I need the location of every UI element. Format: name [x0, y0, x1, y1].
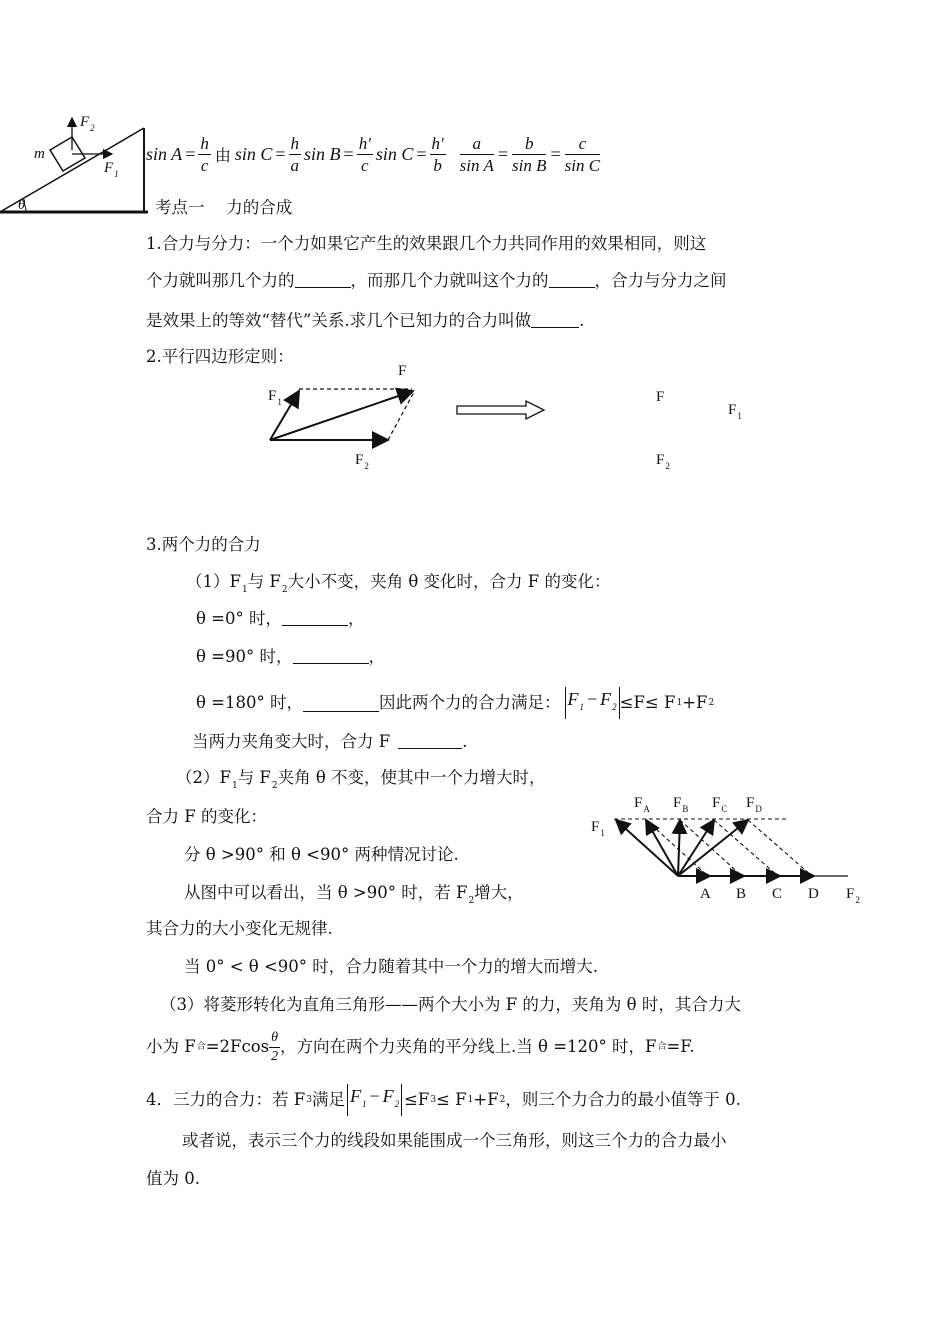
p3-s2g: 其合力的大小变化无规律. — [146, 919, 333, 938]
equals-sign: = — [343, 143, 354, 164]
answer-blank — [303, 695, 379, 712]
fraction: $\frac{b}{\text{sin B}}$ — [511, 133, 547, 175]
fan-b-label: B — [736, 886, 747, 902]
right-f1-label: $F_1$ — [728, 402, 742, 421]
p3-s2: $(2)F_1$与 $F_2$夹角 θ 不变，使其中一个力增大时， — [176, 768, 546, 791]
fraction: $\frac{h'}{b}$ — [431, 133, 444, 175]
fan-c-label: C — [772, 886, 783, 902]
fraction: $\frac{\theta}{2}$ — [271, 1029, 279, 1064]
fan-fb-label: $F_B$ — [673, 795, 689, 814]
p3-s2h: 当 0° < θ <90° 时，合力随着其中一个力的增大而增大. — [184, 957, 599, 976]
fan-fd-label: $F_D$ — [746, 795, 762, 814]
para-f1-label: $F_1$ — [268, 388, 282, 407]
p4-line3: 值为 0. — [146, 1169, 200, 1188]
sine-term: sin B — [304, 143, 341, 164]
p3-theta180: θ =180° 时， 因此两个力的合力满足： $F_1 - F_2$ ≤F≤ F 1 +F 2 — [196, 687, 714, 719]
answer-blank — [398, 732, 462, 749]
sine-law-formula — [146, 130, 600, 178]
p3-s2e: 分 θ >90° 和 θ <90° 两种情况讨论. — [184, 845, 459, 864]
p4-line1: 4．三力的合力：若 F 3 满足 $F_1 - F_2$ ≤F 3 ≤ F 1 +F 2 ，则三个力合力的最小值等于 0. — [146, 1084, 741, 1116]
fraction: $\frac{c}{\text{sin C}}$ — [564, 133, 601, 175]
fan-fc-label: $F_C$ — [712, 795, 728, 814]
fraction: $\frac{h}{c}$ — [200, 133, 209, 175]
incline-theta-label: θ — [18, 197, 26, 213]
p3-heading: 3.两个力的合力 — [146, 535, 261, 554]
fan-force-diagram — [600, 800, 870, 910]
equals-sign: = — [416, 143, 427, 164]
fan-f1-label: $F_1$ — [591, 819, 605, 838]
answer-blank — [295, 271, 351, 288]
p3-theta0: θ =0° 时， ， — [196, 609, 365, 628]
p3-s1: $(1)F_1$与 $F_2$大小不变，夹角 θ 变化时，合力 F 的变化： — [186, 572, 611, 595]
answer-blank — [293, 647, 369, 664]
connector-text: 由 — [214, 145, 231, 165]
p4-line2: 或者说，表示三个力的线段如果能围成一个三角形，则这三个力的合力最小 — [182, 1131, 727, 1150]
p3-larger-angle: 当两力夹角变大时，合力 F . — [192, 732, 468, 751]
p3-s3a: （3）将菱形转化为直角三角形——两个大小为 F 的力，夹角为 θ 时，其合力大 — [160, 995, 741, 1014]
answer-blank — [549, 271, 595, 288]
fan-d-label: D — [808, 886, 819, 902]
fan-fa-label: $F_A$ — [634, 795, 650, 814]
para-f-label: F — [398, 363, 407, 379]
fan-a-label: A — [700, 886, 711, 902]
p3-theta90: θ =90° 时， ， — [196, 647, 385, 666]
incline-diagram — [0, 0, 160, 220]
fraction: $\frac{h'}{c}$ — [358, 133, 371, 175]
incline-mass-label: m — [34, 146, 45, 162]
p2-heading: 2.平行四边形定则： — [146, 347, 294, 366]
sine-term: sin C — [375, 143, 414, 164]
p1-line2: 个力就叫那几个力的 ，而那几个力就叫这个力的 ，合力与分力之间 — [146, 271, 727, 290]
equals-sign: = — [275, 143, 286, 164]
parallelogram-diagram — [260, 370, 560, 470]
section-title: 考点一 力的合成 — [155, 198, 293, 217]
right-f2-label: $F_2$ — [656, 452, 670, 471]
equals-sign: = — [185, 143, 196, 164]
abs-diff-expression: $F_1 - F_2$ — [347, 1084, 402, 1116]
p1-line3: 是效果上的等效“替代”关系.求几个已知力的合力叫做 . — [146, 311, 585, 330]
fraction: $\frac{h}{a}$ — [290, 133, 300, 175]
p3-s3b: 小为 F 合 =2Fcos $\frac{\theta}{2}$ ，方向在两个力夹角的平分线上.当 θ =120° 时，F 合 =F. — [146, 1029, 695, 1064]
sine-term: sin C — [234, 143, 273, 164]
incline-f1-label: $F_1$ — [104, 160, 119, 179]
equals-sign: = — [550, 143, 561, 164]
right-f-label: F — [656, 389, 665, 405]
p3-s2f: 从图中可以看出，当 θ >90° 时，若 $F_2$增大， — [184, 883, 524, 906]
equals-sign: = — [497, 143, 508, 164]
sine-term: sin A — [146, 143, 183, 164]
para-f2-label: $F_2$ — [355, 452, 369, 471]
p3-s2d: 合力 F 的变化： — [146, 807, 267, 826]
fan-f2-label: $F_2$ — [846, 886, 860, 905]
p1-line1: 1.合力与分力：一个力如果它产生的效果跟几个力共同作用的效果相同，则这 — [146, 234, 707, 253]
fraction: $\frac{a}{\text{sin A}}$ — [459, 133, 494, 175]
answer-blank — [531, 311, 579, 328]
abs-diff-expression: $F_1 - F_2$ — [565, 687, 620, 719]
answer-blank — [282, 609, 348, 626]
incline-f2-label: $F_2$ — [80, 114, 95, 133]
